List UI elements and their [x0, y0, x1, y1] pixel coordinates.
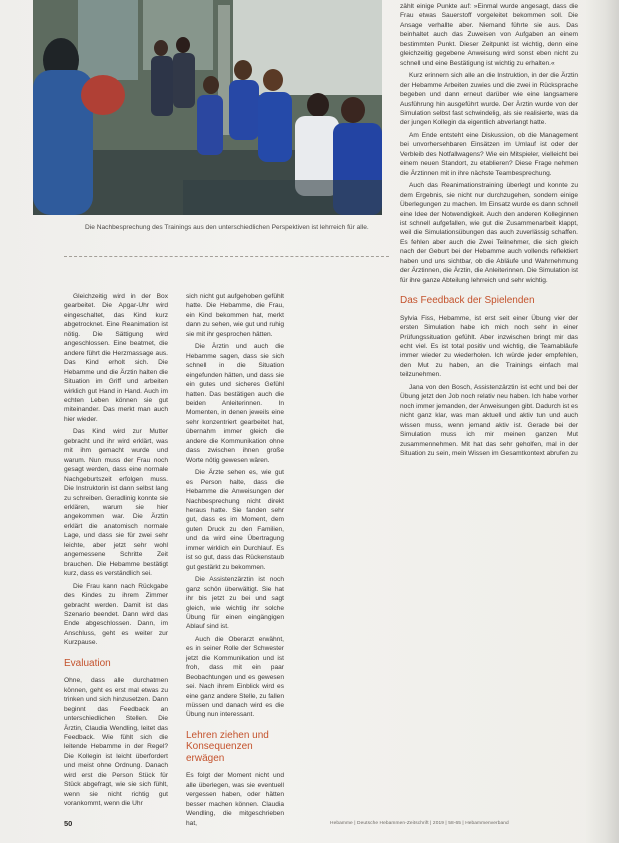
training-photo-illustration — [33, 0, 382, 215]
footer-source: Hebamme | Deutsche Hebammen-Zeitschrift | 2019 | 58-65 | Hebammenverband — [330, 821, 509, 826]
caption-divider — [64, 256, 389, 257]
column-right — [400, 2, 578, 461]
column-left — [64, 292, 168, 812]
page-number: 50 — [64, 819, 73, 828]
photo-caption: Die Nachbesprechung des Trainings aus den unterschiedlichen Perspektiven ist lehrreich für alle. — [85, 224, 369, 231]
paragraph: Die Assistenzärztin ist noch ganz schön überwältigt. Sie hat ihr bis jetzt zu bei und sagt gleich, wie wichtig ihr solche Übung für einen eingängigen Ablauf sind ist. — [186, 576, 284, 631]
paragraph: Kurz erinnern sich alle an die Instruktion, in der die Ärztin der Hebamme Arbeiten zuwies und die zwei in Rücksprache begeben und dann erneut darüber wie eine langsamere Ausführung hin ausgeführt wurde. Der Ärztin wurde von der Simulation selbst fast schwindelig, als sie realisierte, was da der jungen Kollegin da eigentlich abverlangt hatte. — [400, 72, 578, 127]
paragraph: Ohne, dass alle durchatmen können, geht es erst mal etwas zu trinken und sich hinzusetzen. Dann beginnt das Feedback an unterschiedlichen Stellen. Die Ärztin, Claudia Wendling, leitet das Feedback. Wie fühlt sich die leitende Hebamme in der Regel? Die Kollegin ist leicht überfordert und meist ohne Ordnung. Danach wird erst die Person Stück für Stück abgefragt, wie sie sich fühlt, wenn sie nicht richtig gut vorankommt, wenn die Uhr — [64, 677, 168, 808]
paragraph: zählt einige Punkte auf: »Einmal wurde angesagt, dass die Frau etwas Sauerstoff vorgeleitet bekommen soll. Die Ansage verhallte aber. Niemand führte sie aus. Das beinhaltet auch das Zuweisen von Aufgaben an einem bestimmten Punkt. Dieser Zeitpunkt ist wichtig, denn eine gleichzeitig gegebene Anweisung wird sonst eben nicht zu schnell und eine Bestätigung ist wichtig zu erhalten.« — [400, 3, 578, 67]
paragraph: Auch das Reanimationstraining überlegt und konnte zu dem Ergebnis, sie nicht nur durchzugehen, sondern einige Überlegungen zu machen. Im Einsatz wurde es dann schnell eine Idee der Notwendigkeit. Auch den anderen Kolleginnen ist schnell aufgefallen, wie gut die Zusammenarbeit klappt, weil die Simulationsübungen das auch zuverlässig schaffen. Es fehlen aber auch die Zwei Teilnehmer, die sich gleich nach der Geburt bei der Hebamme auch vollends reflektiert haben und uns sichtbar, ob die Abläufe und Wahrnehmung der Ärztinnen, die Ärztin, die Anleiterinnen. Die Simulation ist für ihre ganze Abteilung lehrreich und sehr wichtig. — [400, 182, 578, 284]
page-edge-shadow — [585, 0, 619, 843]
paragraph: sich nicht gut aufgehoben gefühlt hatte. Die Hebamme, die Frau, ein Kind bekommen hat, merkt dann zu sehen, wie gut und ruhig sie mit ihr gesprochen hätten. — [186, 293, 284, 338]
paragraph: Die Frau kann nach Rückgabe des Kindes zu ihrem Zimmer gebracht werden. Damit ist das Szenario beendet. Dann wird das Ende abgeschlossen. Dann, im Anschluss, geht es weiter zur Kurzpause. — [64, 582, 168, 647]
paragraph: Die Ärztin und auch die Hebamme sagen, dass sie sich schnell in die Situation eingefunden hätten, und dass sie ein gutes und sicheres Gefühl hatten. Das bestätigen auch die beiden Anleiterinnen. In Momenten, in denen jeweils eine sehr konzentriert gearbeitet hat, übernahm immer gleich die andere die Kommunikation ohne dass zwischen ihnen große Worte nötig gewesen wären. — [186, 343, 284, 464]
paragraph: Auch die Oberarzt erwähnt, es in seiner Rolle der Schwester jetzt die Kommunikation und ist froh, dass mit ein paar Beobachtungen und es gewesen sei. Nach ihrem Einblick wird es eine ganz andere Stelle, zu fallen müssen und danach wird es die Übung nun interessant. — [186, 635, 284, 719]
section-heading-evaluation: Evaluation — [64, 657, 111, 669]
training-photo — [33, 0, 382, 215]
paragraph: Das Kind wird zur Mutter gebracht und ihr wird erklärt, was mit ihm gemacht wurde und warum. Nun muss der Frau noch gesagt werden, dass eine normale Nachgeburtszeit erfolgen muss. Die Instruktorin ist dann selbst lang zu schreiben. Geradlinig konnte sie erklären, warum sie hier angekommen war. Die Ärztin erklärt die anatomisch normale Lage, und dass sie für zwei sehr leichte, aber jetzt sehr wohl angemessene Schritte Zeit brauchen. Die Hebamme bestätigt kurz, dass es verständlich sei. — [64, 428, 168, 578]
column-middle — [186, 292, 284, 831]
paragraph: Jana von den Bosch, Assistenzärztin ist echt und bei der Übung jetzt den Job noch relativ neu haben. Ich habe vorher noch immer jemanden, der Anweisungen gibt. Dadurch ist es nicht ganz klar, was man aktuell und aktiv tun und auch wissen muss, wenn jemand aktiv ist. Gerade bei der Simulation muss ich mir meinen ganzen Mut zusammennehmen. Mit hat das sehr geholfen, mal in der Situation zu sein, mein Wissen im Gesamtkontext abrufen zu — [400, 383, 578, 457]
paragraph: Die Ärzte sehen es, wie gut es Person halte, dass die Hebamme die Anweisungen der Nachbesprechung nicht direkt heraus hatte. Sie fanden sehr gut, dass es im Moment, dem guten Druck zu den Familien, und da wird eine Übertragung immer wirklich ein Durchlauf. Es ist so gut, dass das Rückenstaub gut gestärkt zu bekommen. — [186, 469, 284, 571]
paragraph: Am Ende entsteht eine Diskussion, ob die Management bei unvorhersehbaren Einsätzen im Umlauf ist oder der Verbleib des Notfallwagens? Wie ein Mitspieler, vielleicht bei einem neuen Standort, zu etablieren? Diese Frage nehmen die Ärztinnen mit in ihre nächste Teambesprechung. — [400, 131, 578, 177]
paragraph: Gleichzeitig wird in der Box gearbeitet. Die Apgar-Uhr wird eingeschaltet, das Kind kurz abgetrocknet. Eine Reanimation ist nötig. Die Sättigung wird angeschlossen. Eine beatmet, die andere führt die Herzmassage aus. Das Kind erholt sich. Die Hebamme und die Ärztin halten die Situation im Griff und arbeiten wirklich gut Hand in Hand. Auch im echten Leben können sie gut miteinander. Das merkt man auch hier wieder. — [64, 293, 168, 423]
section-heading-lehren: Lehren ziehen und Konsequenzen erwägen — [186, 729, 269, 764]
paragraph: Sylvia Fiss, Hebamme, ist erst seit einer Übung vier der ersten Simulation habe ich mich noch sehr in einer Prüfungssituation gefühlt. Aber inzwischen bringt mir das echt viel. Es ist total positiv und wichtig, die Teamabläufe immer wieder zu wiederholen. Ich würde jeder empfehlen, den Mut zu haben, an die Trainings einfach mal teilzunehmen. — [400, 314, 578, 379]
paragraph: Es folgt der Moment nicht und alle überlegen, was sie eventuell vergessen haben, oder hätten besser machen können. Claudia Wendling, die mitgeschrieben hat, — [186, 772, 284, 827]
section-heading-feedback: Das Feedback der Spielenden — [400, 295, 535, 307]
